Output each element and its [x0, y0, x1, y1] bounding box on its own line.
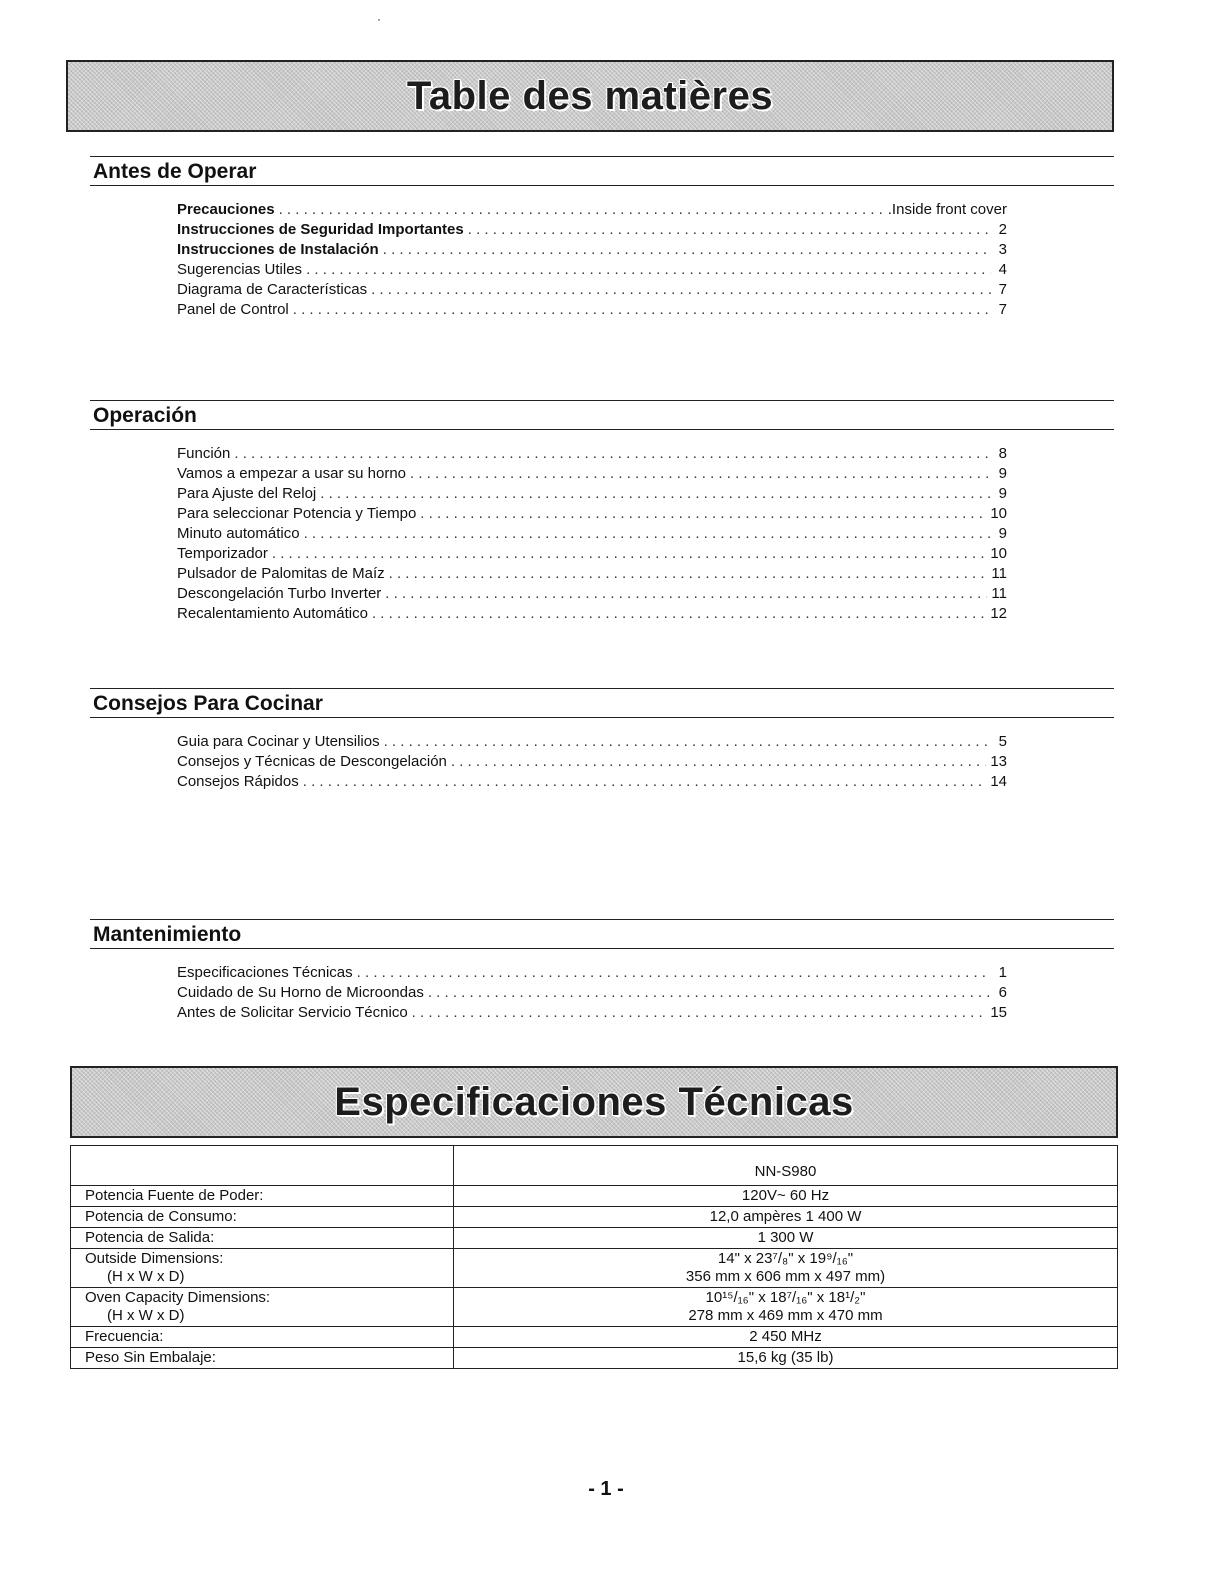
toc-entry-page: 10: [990, 505, 1007, 522]
dot-leader: [357, 963, 991, 983]
toc-entry-page: 14: [990, 773, 1007, 790]
toc-entry-page: .Inside front cover: [887, 201, 1007, 218]
toc-entry-page: 9: [998, 525, 1007, 542]
toc-entry: [177, 752, 1007, 772]
toc-entry: [177, 983, 1007, 1003]
toc-entry: [177, 464, 1007, 484]
toc-entry-label: Diagrama de Características: [177, 281, 368, 298]
toc-entry-label: Función: [177, 445, 231, 462]
dot-leader: [306, 260, 991, 280]
dot-leader: [304, 524, 991, 544]
toc-entries: [90, 963, 1007, 1023]
spec-value-cell: [454, 1186, 1118, 1207]
scan-artifact: ·: [377, 12, 381, 26]
toc-entry: [177, 604, 1007, 624]
dot-leader: [428, 983, 991, 1003]
section-title: Antes de Operar: [90, 156, 1114, 186]
toc-entry-page: 10: [990, 545, 1007, 562]
dot-leader: [385, 584, 987, 604]
dot-leader: [371, 280, 991, 300]
spec-row: [71, 1249, 1118, 1288]
spec-label: Oven Capacity Dimensions:: [85, 1289, 271, 1306]
toc-entries: [90, 200, 1007, 320]
toc-entry-label: Panel de Control: [177, 301, 289, 318]
toc-entry-label: Especificaciones Técnicas: [177, 964, 353, 981]
spec-label: Outside Dimensions:: [85, 1250, 224, 1267]
spec-value: 120V~ 60 Hz: [741, 1187, 830, 1204]
toc-entry-label: Descongelación Turbo Inverter: [177, 585, 382, 602]
toc-entry-page: 7: [998, 281, 1007, 298]
dot-leader: [293, 300, 991, 320]
section-mantenimiento: [90, 919, 1114, 1023]
spec-value: 14" x 23⁷/₈" x 19⁹/₁₆": [717, 1250, 854, 1267]
spec-label-cell: [71, 1249, 454, 1288]
toc-entry: [177, 220, 1007, 240]
toc-entry-label: Precauciones: [177, 201, 275, 218]
toc-entry: [177, 484, 1007, 504]
toc-entry-page: 3: [998, 241, 1007, 258]
toc-entry-page: 15: [990, 1004, 1007, 1021]
toc-entry-label: Consejos Rápidos: [177, 773, 299, 790]
toc-entry: [177, 1003, 1007, 1023]
spec-label: Potencia de Consumo:: [85, 1208, 237, 1225]
dot-leader: [384, 732, 991, 752]
toc-entries: [90, 444, 1007, 624]
spec-value-cell: [454, 1327, 1118, 1348]
spec-row: [71, 1288, 1118, 1327]
spec-value: 10¹⁵/₁₆" x 18⁷/₁₆" x 18¹/₂": [705, 1289, 866, 1306]
spec-value: 15,6 kg (35 lb): [737, 1349, 834, 1366]
spec-row: [71, 1348, 1118, 1369]
toc-entry: [177, 732, 1007, 752]
spec-label-cell: [71, 1348, 454, 1369]
dot-leader: [383, 240, 991, 260]
spec-value: 1 300 W: [757, 1229, 814, 1246]
section-antes-de-operar: [90, 156, 1114, 320]
spec-label-cell: [71, 1288, 454, 1327]
toc-entry-page: 6: [998, 984, 1007, 1001]
spec-value: 2 450 MHz: [749, 1328, 822, 1345]
toc-entry-label: Temporizador: [177, 545, 268, 562]
toc-banner: [66, 60, 1114, 132]
toc-entry: [177, 584, 1007, 604]
spec-label-cell: [71, 1228, 454, 1249]
toc-entry-label: Instrucciones de Instalación: [177, 241, 379, 258]
toc-entry-label: Consejos y Técnicas de Descongelación: [177, 753, 447, 770]
spec-label-cell: [71, 1327, 454, 1348]
dot-leader: [303, 772, 987, 792]
toc-entry: [177, 504, 1007, 524]
dot-leader: [410, 464, 991, 484]
toc-entry-label: Antes de Solicitar Servicio Técnico: [177, 1004, 408, 1021]
toc-entry: [177, 240, 1007, 260]
spec-label-cell: [71, 1186, 454, 1207]
toc-entry-label: Vamos a empezar a usar su horno: [177, 465, 407, 482]
toc-entry-page: 8: [998, 445, 1007, 462]
dot-leader: [412, 1003, 987, 1023]
toc-entry-label: Minuto automático: [177, 525, 300, 542]
spec-header-row: [71, 1146, 1118, 1186]
spec-sublabel: (H x W x D): [107, 1268, 185, 1285]
toc-entry-label: Cuidado de Su Horno de Microondas: [177, 984, 424, 1001]
dot-leader: [420, 504, 986, 524]
toc-entry: [177, 444, 1007, 464]
toc-entry-page: 11: [991, 585, 1007, 602]
spec-label: Peso Sin Embalaje:: [85, 1349, 216, 1366]
dot-leader: [372, 604, 986, 624]
toc-entry-page: 11: [991, 565, 1007, 582]
dot-leader: [451, 752, 986, 772]
spec-row: [71, 1327, 1118, 1348]
toc-entry-page: 7: [998, 301, 1007, 318]
spec-title: Especificaciones Técnicas: [334, 1079, 854, 1124]
spec-row: [71, 1186, 1118, 1207]
toc-entry-label: Para seleccionar Potencia y Tiempo: [177, 505, 417, 522]
toc-entry: [177, 963, 1007, 983]
toc-title: Table des matières: [406, 73, 774, 118]
toc-entry: [177, 544, 1007, 564]
spec-value-metric: 356 mm x 606 mm x 497 mm): [685, 1268, 886, 1285]
section-title: Operación: [90, 400, 1114, 430]
toc-entry-page: 5: [998, 733, 1007, 750]
dot-leader: [468, 220, 991, 240]
dot-leader: [389, 564, 988, 584]
spec-row: [71, 1207, 1118, 1228]
toc-entry-label: Guia para Cocinar y Utensilios: [177, 733, 380, 750]
spec-label: Frecuencia:: [85, 1328, 164, 1345]
spec-value: 12,0 ampères 1 400 W: [709, 1208, 862, 1225]
toc-entry: [177, 524, 1007, 544]
spec-row: [71, 1228, 1118, 1249]
spec-label-cell: [71, 1207, 454, 1228]
toc-entry: [177, 772, 1007, 792]
toc-entry-label: Pulsador de Palomitas de Maíz: [177, 565, 385, 582]
toc-entry: [177, 564, 1007, 584]
toc-entry: [177, 300, 1007, 320]
spec-label: Potencia Fuente de Poder:: [85, 1187, 264, 1204]
toc-entry: [177, 260, 1007, 280]
spec-label: Potencia de Salida:: [85, 1229, 215, 1246]
toc-entry-page: 9: [998, 465, 1007, 482]
spec-value-cell: [454, 1249, 1118, 1288]
spec-banner: [70, 1066, 1118, 1138]
toc-entry: [177, 280, 1007, 300]
toc-entry-page: 12: [990, 605, 1007, 622]
spec-value-cell: [454, 1288, 1118, 1327]
toc-entry-page: 1: [998, 964, 1007, 981]
spec-table: [70, 1145, 1118, 1369]
spec-model: NN-S980: [454, 1146, 1118, 1186]
section-consejos-para-cocinar: [90, 688, 1114, 792]
dot-leader: [234, 444, 991, 464]
dot-leader: [320, 484, 991, 504]
toc-entry-label: Recalentamiento Automático: [177, 605, 368, 622]
section-operacion: [90, 400, 1114, 624]
toc-entry-page: 13: [990, 753, 1007, 770]
spec-value-metric: 278 mm x 469 mm x 470 mm: [688, 1307, 883, 1324]
toc-entry-label: Instrucciones de Seguridad Importantes: [177, 221, 464, 238]
toc-entry-page: 9: [998, 485, 1007, 502]
dot-leader: [279, 200, 884, 220]
toc-entry-page: 4: [998, 261, 1007, 278]
spec-value-cell: [454, 1228, 1118, 1249]
toc-entry-label: Sugerencias Utiles: [177, 261, 303, 278]
page-number: - 1 -: [588, 1478, 624, 1500]
toc-entry: [177, 200, 1007, 220]
spec-sublabel: (H x W x D): [107, 1307, 185, 1324]
toc-entry-page: 2: [998, 221, 1007, 238]
spec-header-empty: [71, 1146, 454, 1186]
section-title: Consejos Para Cocinar: [90, 688, 1114, 718]
toc-entries: [90, 732, 1007, 792]
dot-leader: [272, 544, 986, 564]
toc-entry-label: Para Ajuste del Reloj: [177, 485, 317, 502]
spec-value-cell: [454, 1348, 1118, 1369]
section-title: Mantenimiento: [90, 919, 1114, 949]
spec-value-cell: [454, 1207, 1118, 1228]
